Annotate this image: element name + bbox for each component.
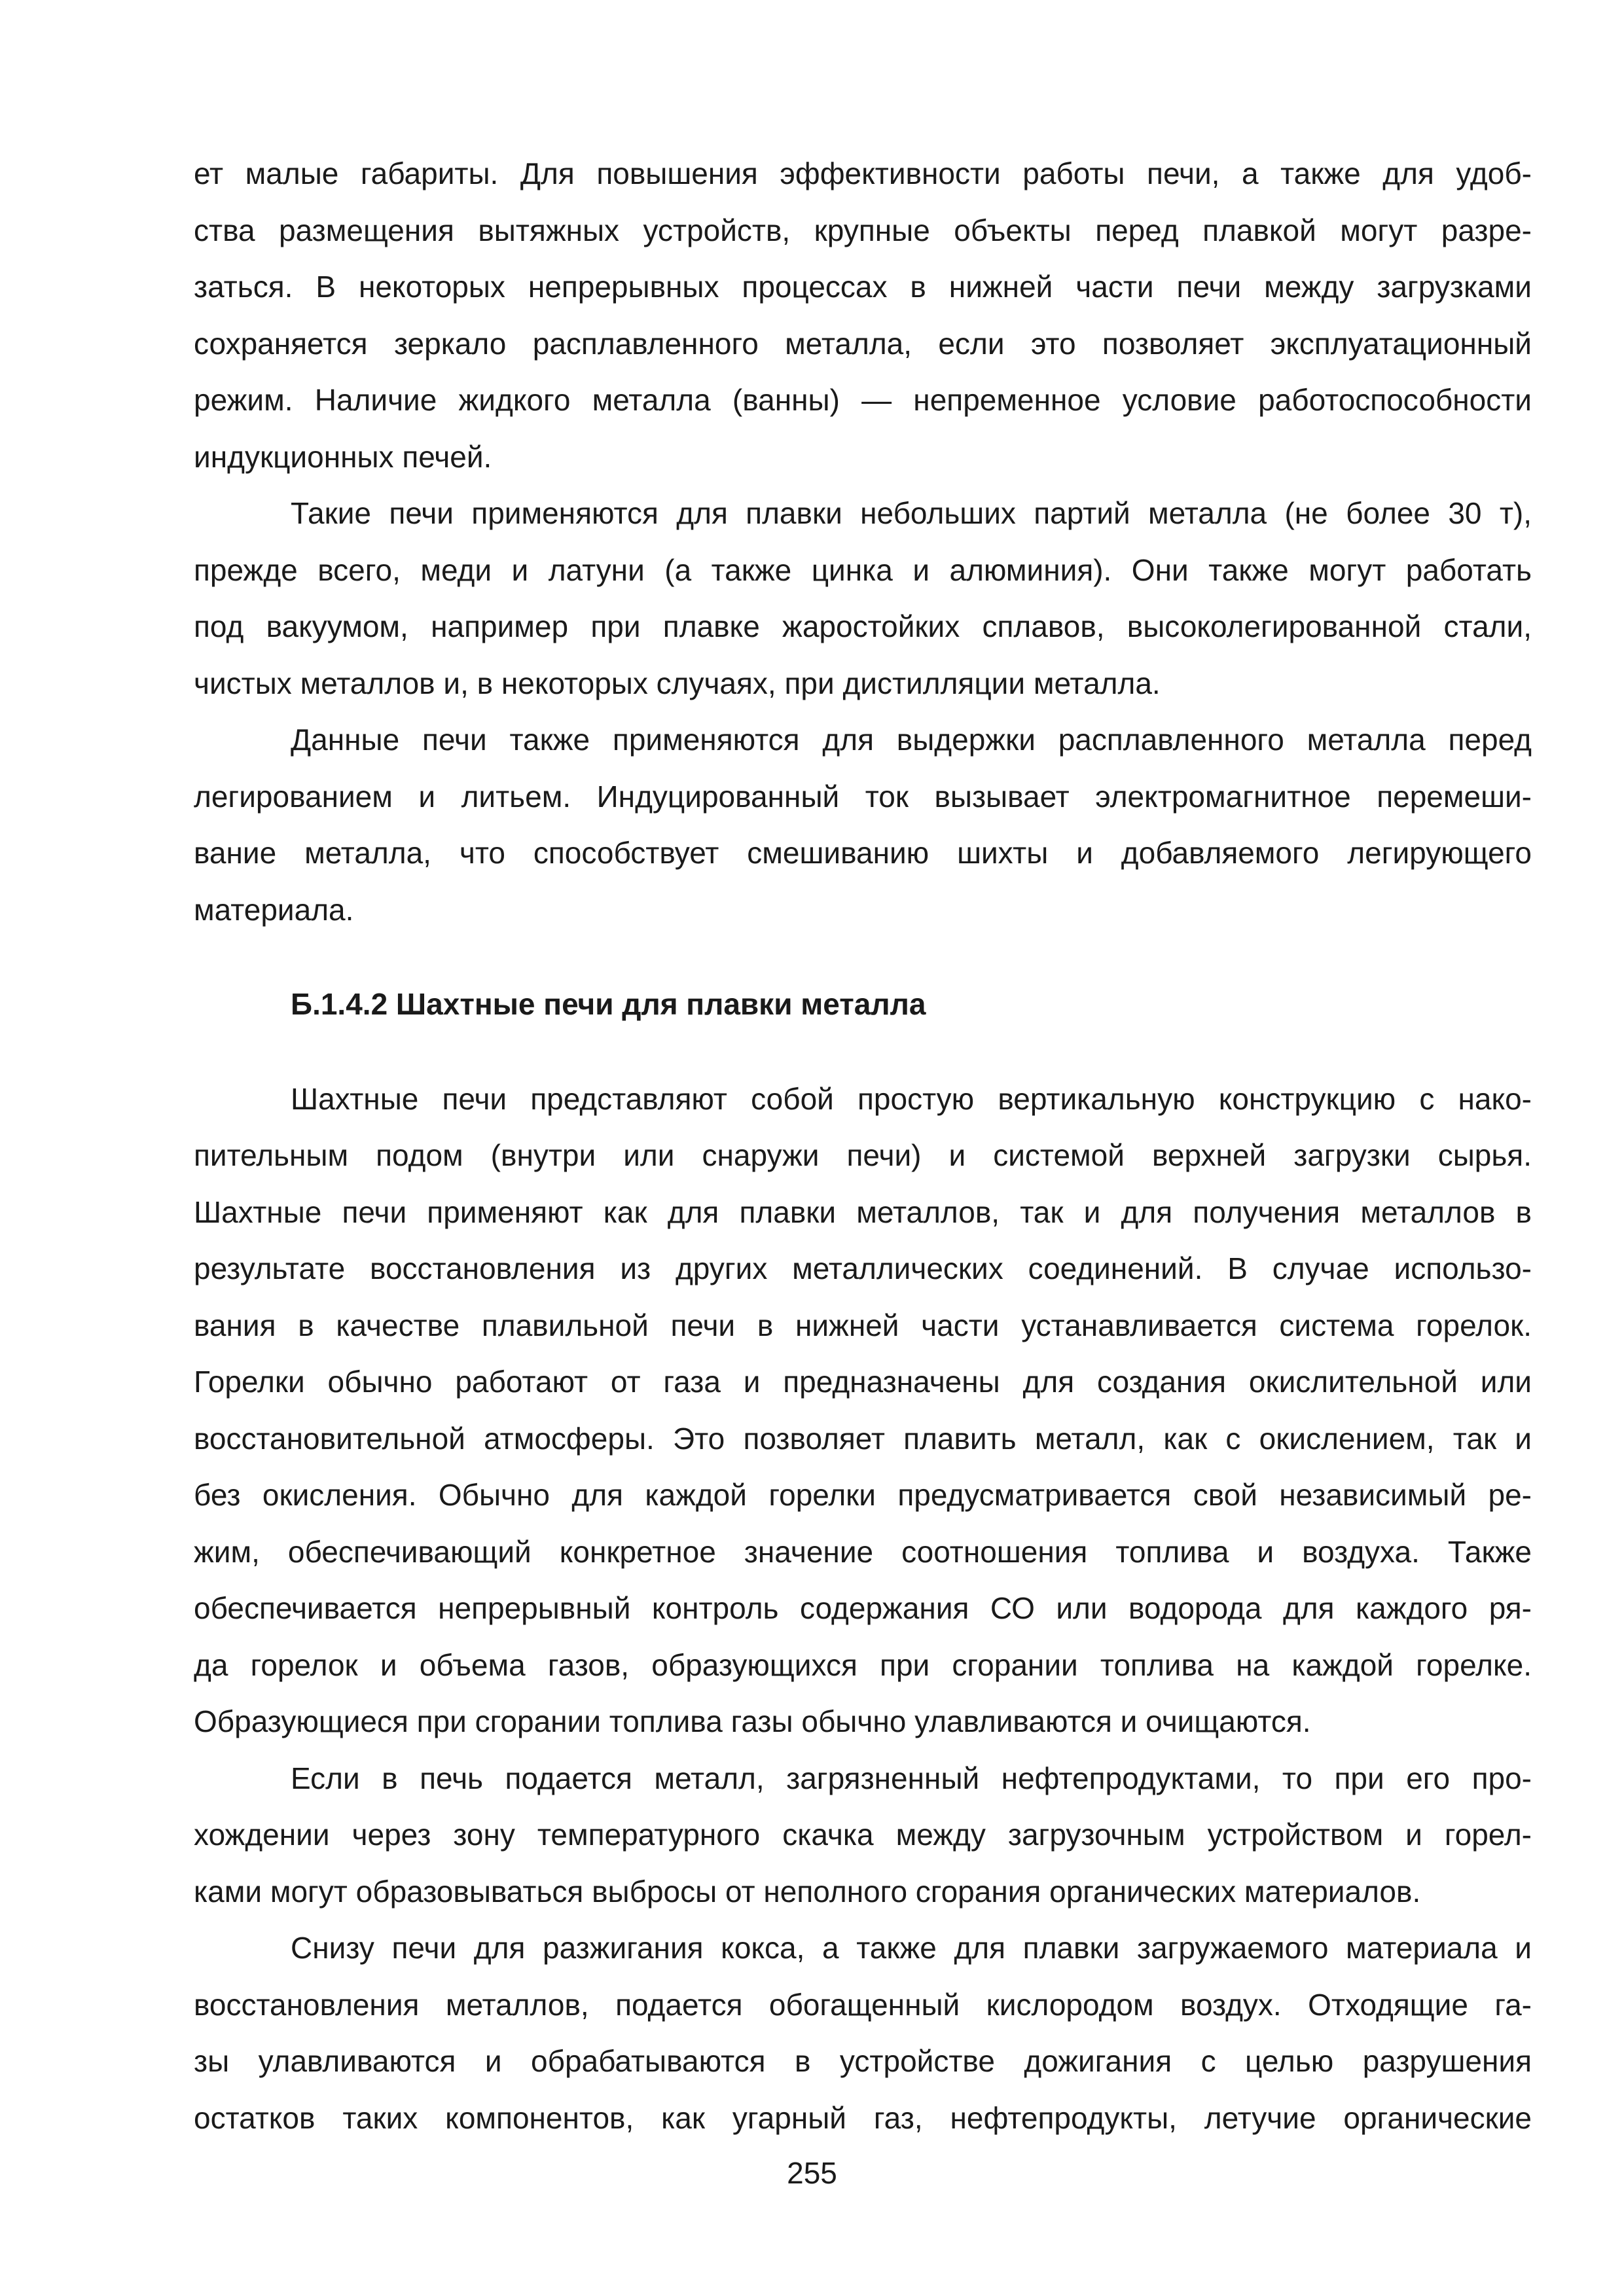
text-line: пительным подом (внутри или снаружи печи) и системой верхней загрузки сырья.	[194, 1138, 1532, 1172]
text-line: прежде всего, меди и латуни (а также цинка и алюминия). Они также могут работать	[194, 552, 1532, 587]
text-line: Образующиеся при сгорании топлива газы обычно улавливаются и очищаются.	[194, 1704, 1311, 1738]
paragraph	[194, 711, 1532, 938]
paragraph	[194, 485, 1532, 711]
section-heading: Б.1.4.2 Шахтные печи для плавки металла	[291, 987, 926, 1021]
text-line: легированием и литьем. Индуцированный ток вызывает электромагнитное перемеши-	[194, 779, 1532, 814]
text-line: чистых металлов и, в некоторых случаях, при дистилляции металла.	[194, 666, 1161, 700]
text-line: Шахтные печи применяют как для плавки металлов, так и для получения металлов в	[194, 1194, 1532, 1229]
text-line: вания в качестве плавильной печи в нижней части устанавливается система горелок.	[194, 1308, 1532, 1342]
text-line: хождении через зону температурного скачка между загрузочным устройством и горел-	[194, 1818, 1532, 1852]
paragraph	[194, 1920, 1532, 2146]
text-line: Снизу печи для разжигания кокса, а также для плавки загружаемого материала и	[291, 1931, 1532, 1965]
text-line: материала.	[194, 892, 354, 927]
paragraph	[194, 1071, 1532, 1750]
paragraph	[194, 1750, 1532, 1920]
text-line: да горелок и объема газов, образующихся при сгорании топлива на каждой горелке.	[194, 1647, 1532, 1682]
text-line: остатков таких компонентов, как угарный газ, нефтепродукты, летучие органические	[194, 2100, 1532, 2135]
text-line: ками могут образовываться выбросы от неполного сгорания органических материалов.	[194, 1874, 1421, 1909]
text-line: жим, обеспечивающий конкретное значение соотношения топлива и воздуха. Также	[194, 1534, 1532, 1569]
body-text-bottom	[194, 1071, 1532, 2147]
text-line: индукционных печей.	[194, 439, 492, 474]
text-line: Данные печи также применяются для выдержки расплавленного металла перед	[291, 723, 1532, 757]
text-line: вание металла, что способствует смешиванию шихты и добавляемого легирующего	[194, 836, 1532, 870]
text-line: без окисления. Обычно для каждой горелки предусматривается свой независимый ре-	[194, 1478, 1532, 1512]
text-line: восстановительной атмосферы. Это позволяет плавить металл, как с окислением, так и	[194, 1421, 1532, 1456]
document-page	[194, 145, 1532, 2146]
text-line: восстановления металлов, подается обогащенный кислородом воздух. Отходящие га-	[194, 1987, 1532, 2022]
text-line: Если в печь подается металл, загрязненный нефтепродуктами, то при его про-	[291, 1761, 1532, 1795]
text-line: сохраняется зеркало расплавленного металла, если это позволяет эксплуатационный	[194, 326, 1532, 361]
page-number: 255	[787, 2156, 837, 2190]
text-line: под вакуумом, например при плавке жаростойких сплавов, высоколегированной стали,	[194, 609, 1532, 643]
text-line: зы улавливаются и обрабатываются в устройстве дожигания с целью разрушения	[194, 2044, 1532, 2078]
text-line: Горелки обычно работают от газа и предназначены для создания окислительной или	[194, 1365, 1532, 1399]
text-line: режим. Наличие жидкого металла (ванны) — непременное условие работоспособности	[194, 383, 1532, 417]
text-line: заться. В некоторых непрерывных процессах в нижней части печи между загрузками	[194, 270, 1532, 304]
text-line: Шахтные печи представляют собой простую вертикальную конструкцию с нако-	[291, 1081, 1532, 1116]
text-line: результате восстановления из других металлических соединений. В случае использо-	[194, 1251, 1532, 1285]
paragraph	[194, 145, 1532, 485]
body-text-top	[194, 145, 1532, 938]
text-line: обеспечивается непрерывный контроль содержания СО или водорода для каждого ря-	[194, 1591, 1532, 1625]
text-line: ства размещения вытяжных устройств, крупные объекты перед плавкой могут разре-	[194, 213, 1532, 247]
text-line: ет малые габариты. Для повышения эффективности работы печи, а также для удоб-	[194, 156, 1532, 190]
text-line: Такие печи применяются для плавки небольших партий металла (не более 30 т),	[291, 496, 1532, 530]
